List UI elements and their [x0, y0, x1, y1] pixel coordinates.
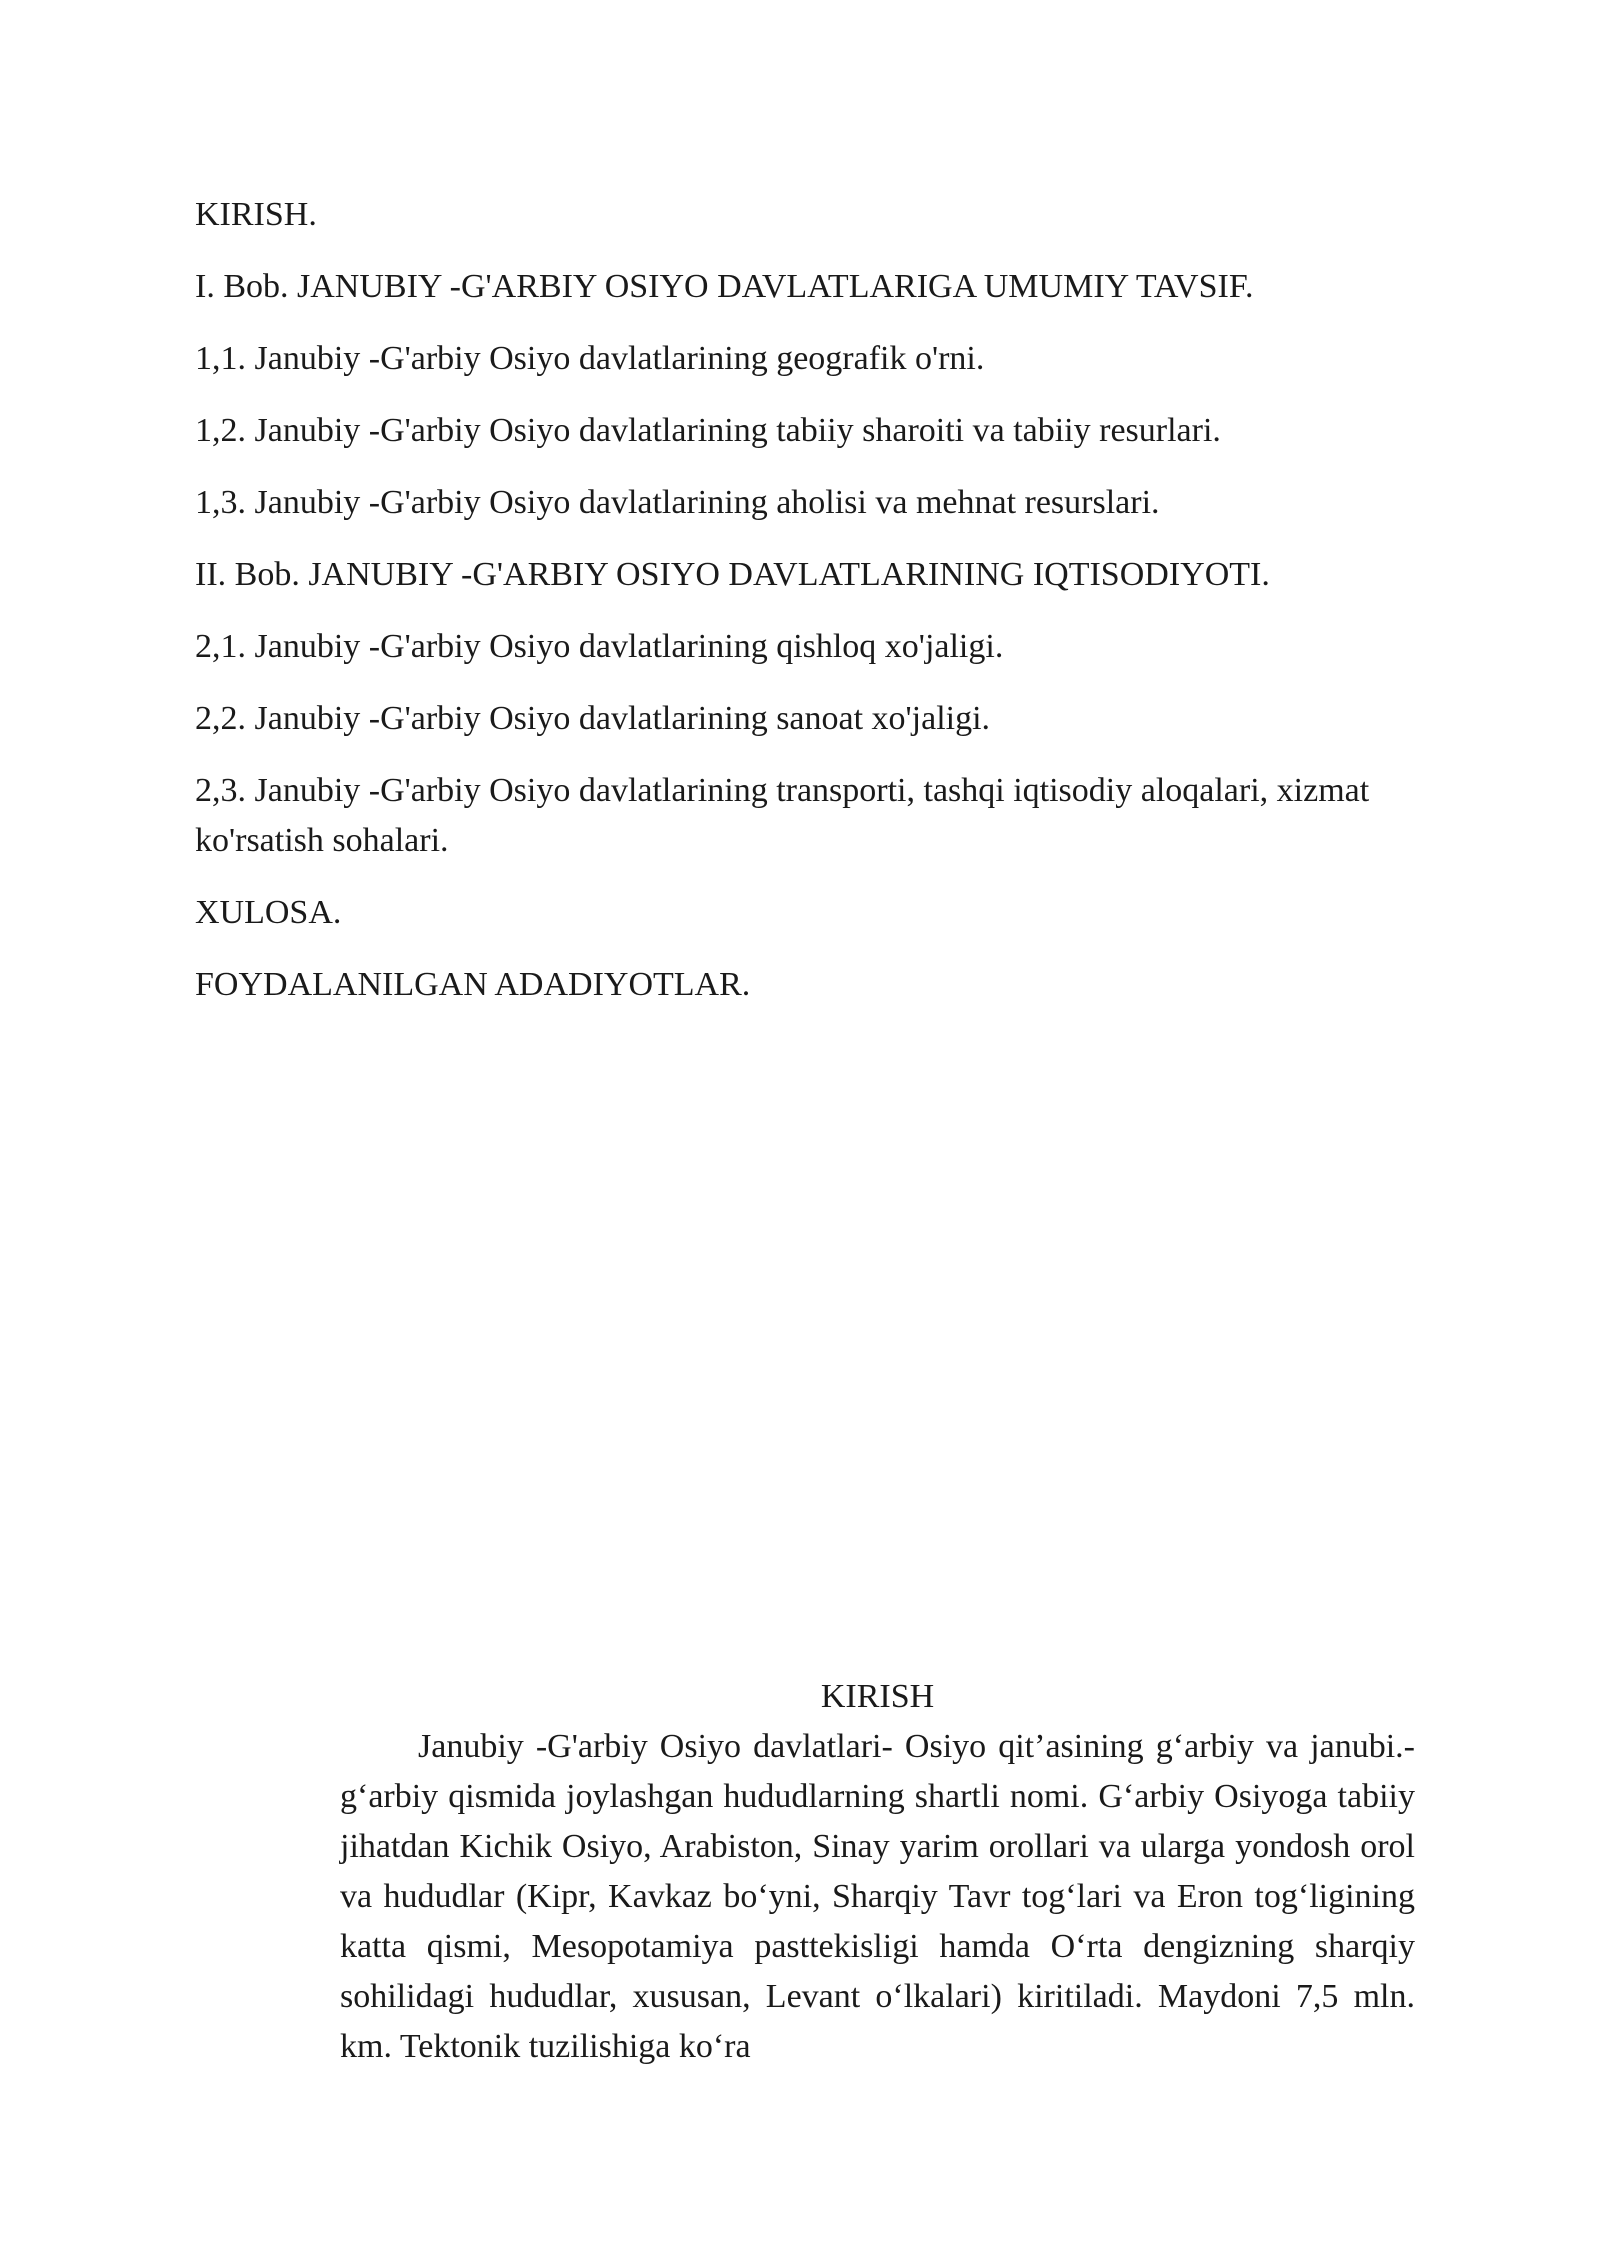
toc-item-1-2: 1,2. Janubiy -G'arbiy Osiyo davlatlarining tabiiy sharoiti va tabiiy resurlari. [195, 412, 1221, 449]
table-of-contents [195, 190, 1425, 1032]
toc-item-chapter-1: I. Bob. JANUBIY -G'ARBIY OSIYO DAVLATLARIGA UMUMIY TAVSIF. [195, 268, 1254, 305]
toc-item-kirish: KIRISH. [195, 196, 317, 233]
introduction-paragraph: Janubiy -G'arbiy Osiyo davlatlari- Osiyo qit’asining g‘arbiy va janubi.-g‘arbiy qismida joylashgan hududlarning shartli nomi. G‘arbiy Osiyoga tabiiy jihatdan Kichik Osiyo, Arabiston, Sinay yarim orollari va ularga yondosh orol va hududlar (Kipr, Kavkaz bo‘yni, Sharqiy Tavr tog‘lari va Eron tog‘ligining katta qismi, Mesopotamiya pasttekisligi hamda O‘rta dengizning sharqiy sohilidagi hududlar, xususan, Levant o‘lkalari) kiritiladi. Maydoni 7,5 mln. km. Tektonik tuzilishiga ko‘ra [340, 1728, 1415, 2065]
introduction-section [340, 1672, 1415, 2072]
toc-item-1-1: 1,1. Janubiy -G'arbiy Osiyo davlatlarining geografik o'rni. [195, 340, 985, 377]
toc-item-1-3: 1,3. Janubiy -G'arbiy Osiyo davlatlarining aholisi va mehnat resurslari. [195, 484, 1160, 521]
introduction-title: KIRISH [820, 1678, 935, 1715]
toc-item-2-3: 2,3. Janubiy -G'arbiy Osiyo davlatlarining transporti, tashqi iqtisodiy aloqalari, xizmat ko'rsatish sohalari. [195, 772, 1370, 859]
toc-item-chapter-2: II. Bob. JANUBIY -G'ARBIY OSIYO DAVLATLARINING IQTISODIYOTI. [195, 556, 1270, 593]
toc-item-2-2: 2,2. Janubiy -G'arbiy Osiyo davlatlarining sanoat xo'jaligi. [195, 700, 991, 737]
toc-item-xulosa: XULOSA. [195, 894, 342, 931]
toc-item-references: FOYDALANILGAN ADADIYOTLAR. [195, 966, 751, 1003]
toc-item-2-1: 2,1. Janubiy -G'arbiy Osiyo davlatlarining qishloq xo'jaligi. [195, 628, 1004, 665]
